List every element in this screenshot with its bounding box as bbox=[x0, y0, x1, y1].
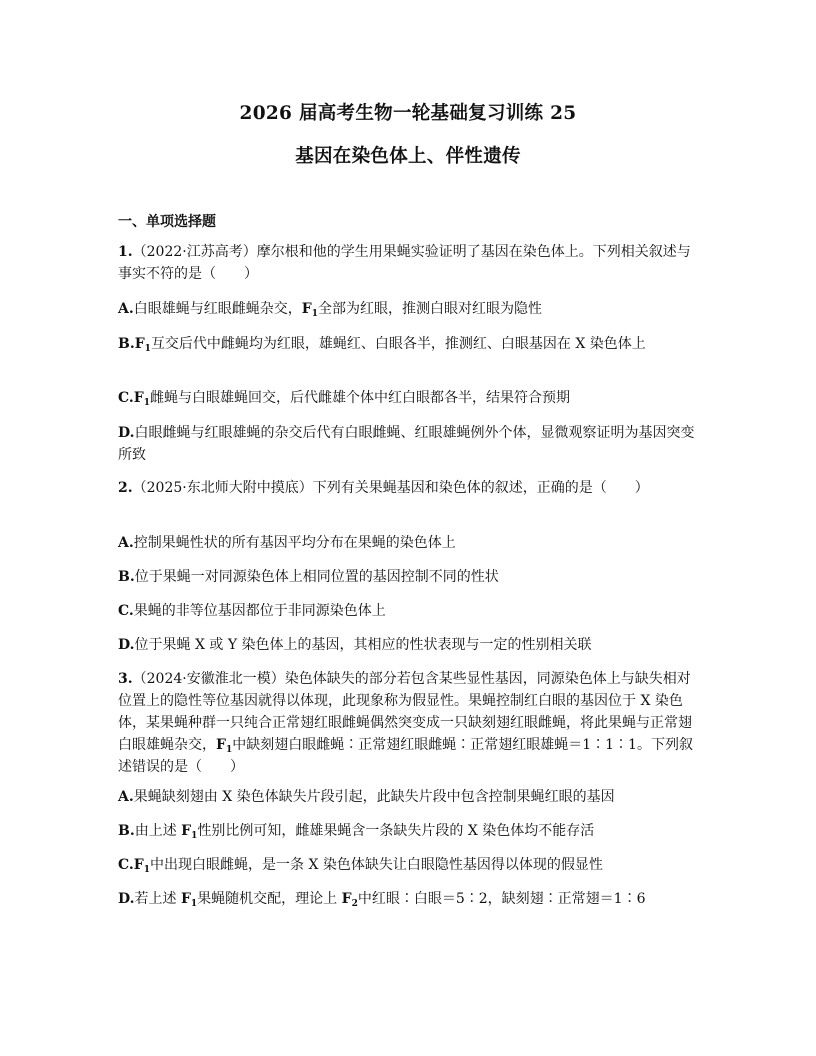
question-2-stem bbox=[118, 477, 698, 499]
generation-symbol: F bbox=[301, 301, 312, 317]
generation-symbol: F bbox=[134, 336, 145, 352]
option-text: 果蝇缺刻翅由 X 染色体缺失片段引起，此缺失片段中包含控制果蝇红眼的基因 bbox=[133, 789, 615, 805]
option-letter: B. bbox=[118, 336, 135, 352]
option-letter: C. bbox=[118, 390, 134, 406]
option-letter: D. bbox=[118, 891, 135, 907]
option-text: 白眼雄蝇与红眼雌蝇杂交， bbox=[133, 301, 302, 317]
option-text: 白眼雌蝇与红眼雄蝇的杂交后代有白眼雌蝇、红眼雄蝇例外个体，显微观察证明为基因突变所致 bbox=[118, 425, 695, 463]
question-3-option-c bbox=[118, 854, 698, 876]
option-letter: A. bbox=[118, 535, 134, 551]
question-2-option-d bbox=[118, 634, 698, 656]
generation-symbol: F bbox=[180, 891, 191, 907]
option-text: 全部为红眼，推测白眼对红眼为隐性 bbox=[317, 301, 542, 317]
generation-subscript: 2 bbox=[351, 899, 358, 909]
option-text: 性别比例可知，雌雄果蝇含一条缺失片段的 X 染色体均不能存活 bbox=[197, 823, 595, 839]
option-letter: C. bbox=[118, 603, 134, 619]
generation-subscript: 1 bbox=[190, 899, 198, 909]
generation-symbol: F bbox=[133, 857, 144, 873]
option-text: 由上述 bbox=[134, 823, 182, 839]
question-3-option-d bbox=[118, 888, 698, 910]
question-1-option-c bbox=[118, 387, 698, 409]
option-letter: B. bbox=[118, 823, 135, 839]
generation-subscript: 1 bbox=[144, 344, 151, 354]
option-letter: D. bbox=[118, 425, 135, 441]
option-text: 位于果蝇 X 或 Y 染色体上的基因，其相应的性状表现与一定的性别相关联 bbox=[134, 637, 592, 653]
generation-symbol: F bbox=[216, 737, 226, 753]
question-3-stem bbox=[118, 668, 698, 778]
question-1-option-d bbox=[118, 422, 698, 466]
question-3-option-a bbox=[118, 786, 698, 808]
option-text: 中出现白眼雌蝇，是一条 X 染色体缺失让白眼隐性基因得以体现的假显性 bbox=[150, 857, 603, 873]
question-number: 2. bbox=[118, 480, 133, 496]
option-letter: B. bbox=[118, 569, 135, 585]
document-subtitle: 基因在染色体上、伴性遗传 bbox=[295, 146, 521, 167]
option-letter: D. bbox=[118, 637, 135, 653]
question-1-option-a bbox=[118, 298, 698, 320]
question-number: 1. bbox=[118, 244, 133, 260]
question-number: 3. bbox=[118, 671, 133, 687]
generation-subscript: 1 bbox=[143, 398, 150, 408]
question-2-option-a bbox=[118, 532, 698, 554]
option-text: 若上述 bbox=[134, 891, 181, 907]
question-text: （2025·东北师大附中摸底）下列有关果蝇基因和染色体的叙述，正确的是（ ） bbox=[132, 480, 649, 496]
option-text: 控制果蝇性状的所有基因平均分布在果蝇的染色体上 bbox=[133, 535, 456, 551]
option-letter: A. bbox=[118, 789, 134, 805]
question-2-option-b bbox=[118, 566, 698, 588]
option-text: 果蝇的非等位基因都位于非同源染色体上 bbox=[133, 603, 386, 619]
document-title: 2026 届高考生物一轮基础复习训练 25 bbox=[239, 103, 577, 124]
option-letter: A. bbox=[118, 301, 134, 317]
generation-symbol: F bbox=[133, 390, 144, 406]
question-text: 中缺刻翅白眼雌蝇∶正常翅红眼雌蝇∶正常翅红眼雄蝇＝1∶1∶1。下列叙述错误的是（ ） bbox=[118, 737, 693, 775]
option-text: 果蝇随机交配，理论上 bbox=[197, 891, 342, 907]
option-letter: C. bbox=[118, 857, 134, 873]
option-text: 中红眼∶白眼＝5∶2，缺刻翅∶正常翅＝1∶6 bbox=[357, 891, 646, 907]
generation-subscript: 1 bbox=[143, 865, 150, 875]
question-3-option-b bbox=[118, 820, 698, 842]
option-text: 雌蝇与白眼雄蝇回交，后代雌雄个体中红白眼都各半，结果符合预期 bbox=[150, 390, 570, 406]
generation-subscript: 1 bbox=[191, 831, 198, 841]
option-text: 位于果蝇一对同源染色体上相同位置的基因控制不同的性状 bbox=[134, 569, 499, 585]
generation-symbol: F bbox=[181, 823, 192, 839]
question-1-option-b bbox=[118, 333, 698, 355]
question-1-stem bbox=[118, 241, 698, 285]
question-text: （2024·安徽淮北一模）染色体缺失的部分若包含某些显性基因，同源染色体上与缺失相对位置上的隐性等位基因就得以体现，此现象称为假显性。果蝇控制红白眼的基因位于 X 染色体，某果蝇种群一只纯合正常翅红眼雌蝇偶然突变成一只缺刻翅红眼雌蝇，将此果蝇与正常翅白眼雄蝇杂交， bbox=[118, 671, 692, 753]
question-2-option-c bbox=[118, 600, 698, 622]
section-heading: 一、单项选择题 bbox=[118, 214, 216, 230]
generation-subscript: 1 bbox=[311, 309, 318, 319]
option-text: 互交后代中雌蝇均为红眼，雄蝇红、白眼各半，推测红、白眼基因在 X 染色体上 bbox=[150, 336, 646, 352]
generation-symbol: F bbox=[341, 891, 352, 907]
question-text: （2022·江苏高考）摩尔根和他的学生用果蝇实验证明了基因在染色体上。下列相关叙述与事实不符的是（ ） bbox=[118, 244, 691, 282]
generation-subscript: 1 bbox=[225, 745, 233, 755]
